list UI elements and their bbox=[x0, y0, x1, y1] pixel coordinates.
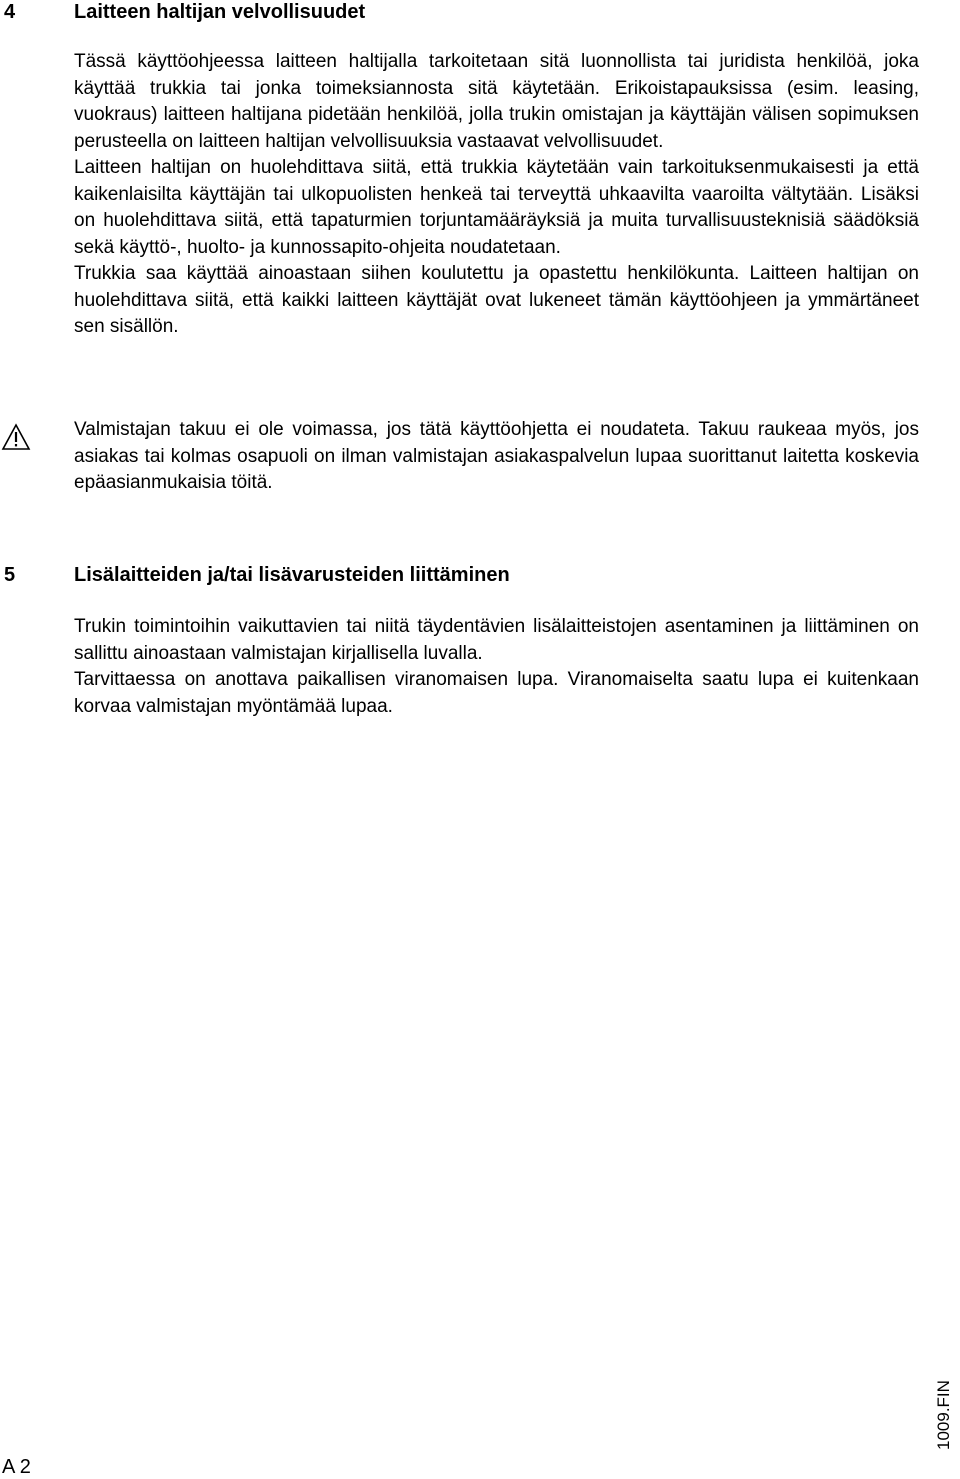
warning-text: Valmistajan takuu ei ole voimassa, jos tätä käyttöohjetta ei noudateta. Takuu raukeaa myös, jos asiakas tai kolmas osapuoli on ilman valmistajan asiakaspalvelun lupaa suorittanut laitetta koskevia epäasianmukaisia töitä. bbox=[74, 419, 919, 493]
document-code: 1009.FIN bbox=[934, 1380, 953, 1450]
warning-note bbox=[74, 417, 919, 497]
section-5-body bbox=[74, 614, 919, 720]
section-title: Laitteen haltijan velvollisuudet bbox=[74, 1, 366, 23]
paragraph: Trukin toimintoihin vaikuttavien tai niitä täydentävien lisälaitteistojen asentaminen ja liittäminen on sallittu ainoastaan valmistajan kirjallisella luvalla. bbox=[74, 616, 919, 664]
paragraph: Tässä käyttöohjeessa laitteen haltijalla tarkoitetaan sitä luonnollista tai juridista henkilöä, joka käyttää trukkia tai jonka toimeksiannosta sitä käytetään. Erikoistapauksissa (esim. leasing, vuokraus) laitteen haltijana pidetään henkilöä, jolla trukin omistajan ja käyttäjän välisen sopimuksen perusteella on laitteen haltijan velvollisuuksia vastaavat velvollisuudet. bbox=[74, 51, 919, 152]
paragraph: Trukkia saa käyttää ainoastaan siihen koulutettu ja opastettu henkilökunta. Laitteen haltijan on huolehdittava siitä, että kaikki laitteen käyttäjät ovat lukeneet tämän käyttöohjeen ja ymmärtäneet sen sisällön. bbox=[74, 263, 919, 337]
paragraph: Tarvittaessa on anottava paikallisen viranomaisen lupa. Viranomaiselta saatu lupa ei kuitenkaan korvaa valmistajan myöntämää lupaa. bbox=[74, 669, 919, 717]
section-number: 4 bbox=[4, 1, 16, 23]
page-number: A 2 bbox=[2, 1456, 31, 1478]
warning-triangle-icon bbox=[1, 423, 31, 451]
section-title: Lisälaitteiden ja/tai lisävarusteiden liittäminen bbox=[74, 564, 510, 586]
section-number: 5 bbox=[4, 564, 16, 586]
section-4-body bbox=[74, 49, 919, 341]
paragraph: Laitteen haltijan on huolehdittava siitä, että trukkia käytetään vain tarkoituksenmukaisesti ja että kaikenlaisilta käyttäjän tai ulkopuolisten henkeä tai terveyttä uhkaavilta vaaroilta vältytään. Lisäksi on huolehdittava siitä, että tapaturmien torjuntamääräyksiä ja muita turvallisuusteknisiä säädöksiä sekä käyttö-, huolto- ja kunnossapito-ohjeita noudatetaan. bbox=[74, 157, 919, 258]
